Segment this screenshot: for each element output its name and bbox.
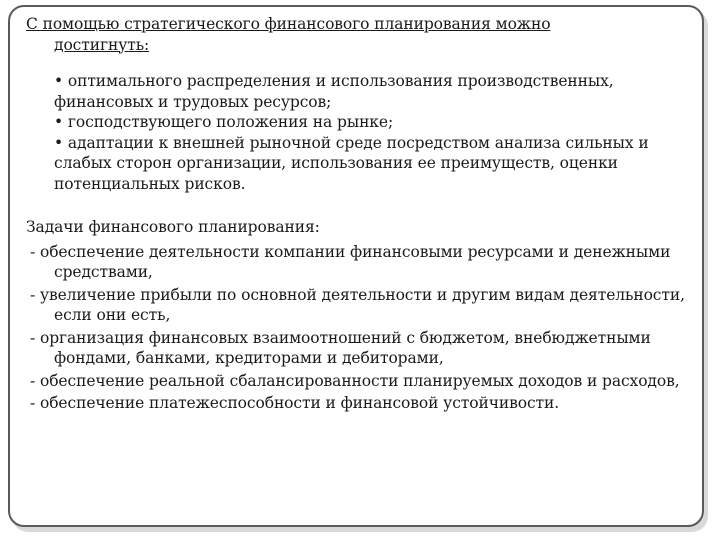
intro-line-2: достигнуть: — [54, 35, 150, 54]
goals-list — [54, 71, 696, 194]
tasks-title: Задачи финансового планирования: — [26, 218, 320, 236]
intro-heading — [26, 14, 696, 55]
slide-content — [26, 14, 696, 414]
tasks-list — [26, 242, 696, 414]
task-item: - обеспечение платежеспособности и финансовой устойчивости. — [30, 394, 560, 412]
task-item: - обеспечение деятельности компании финансовыми ресурсами и денежными средствами, — [30, 242, 671, 281]
task-item: - увеличение прибыли по основной деятельности и другим видам деятельности, если они есть, — [30, 285, 685, 324]
task-item: - организация финансовых взаимоотношений с бюджетом, внебюджетными фондами, банками, кредиторами и дебиторами, — [30, 328, 651, 367]
goal-item: • господствующего положения на рынке; — [54, 113, 394, 131]
task-item: - обеспечение реальной сбалансированности планируемых доходов и расходов, — [30, 371, 680, 390]
goal-item: • оптимального распределения и использования производственных, финансовых и трудовых ресурсов; — [54, 72, 614, 111]
goal-item: • адаптации к внешней рыночной среде посредством анализа сильных и слабых сторон организации, использования ее преимуществ, оценки потенциальных рисков. — [54, 133, 649, 193]
intro-line-1: С помощью стратегического финансового планирования можно — [26, 15, 551, 33]
